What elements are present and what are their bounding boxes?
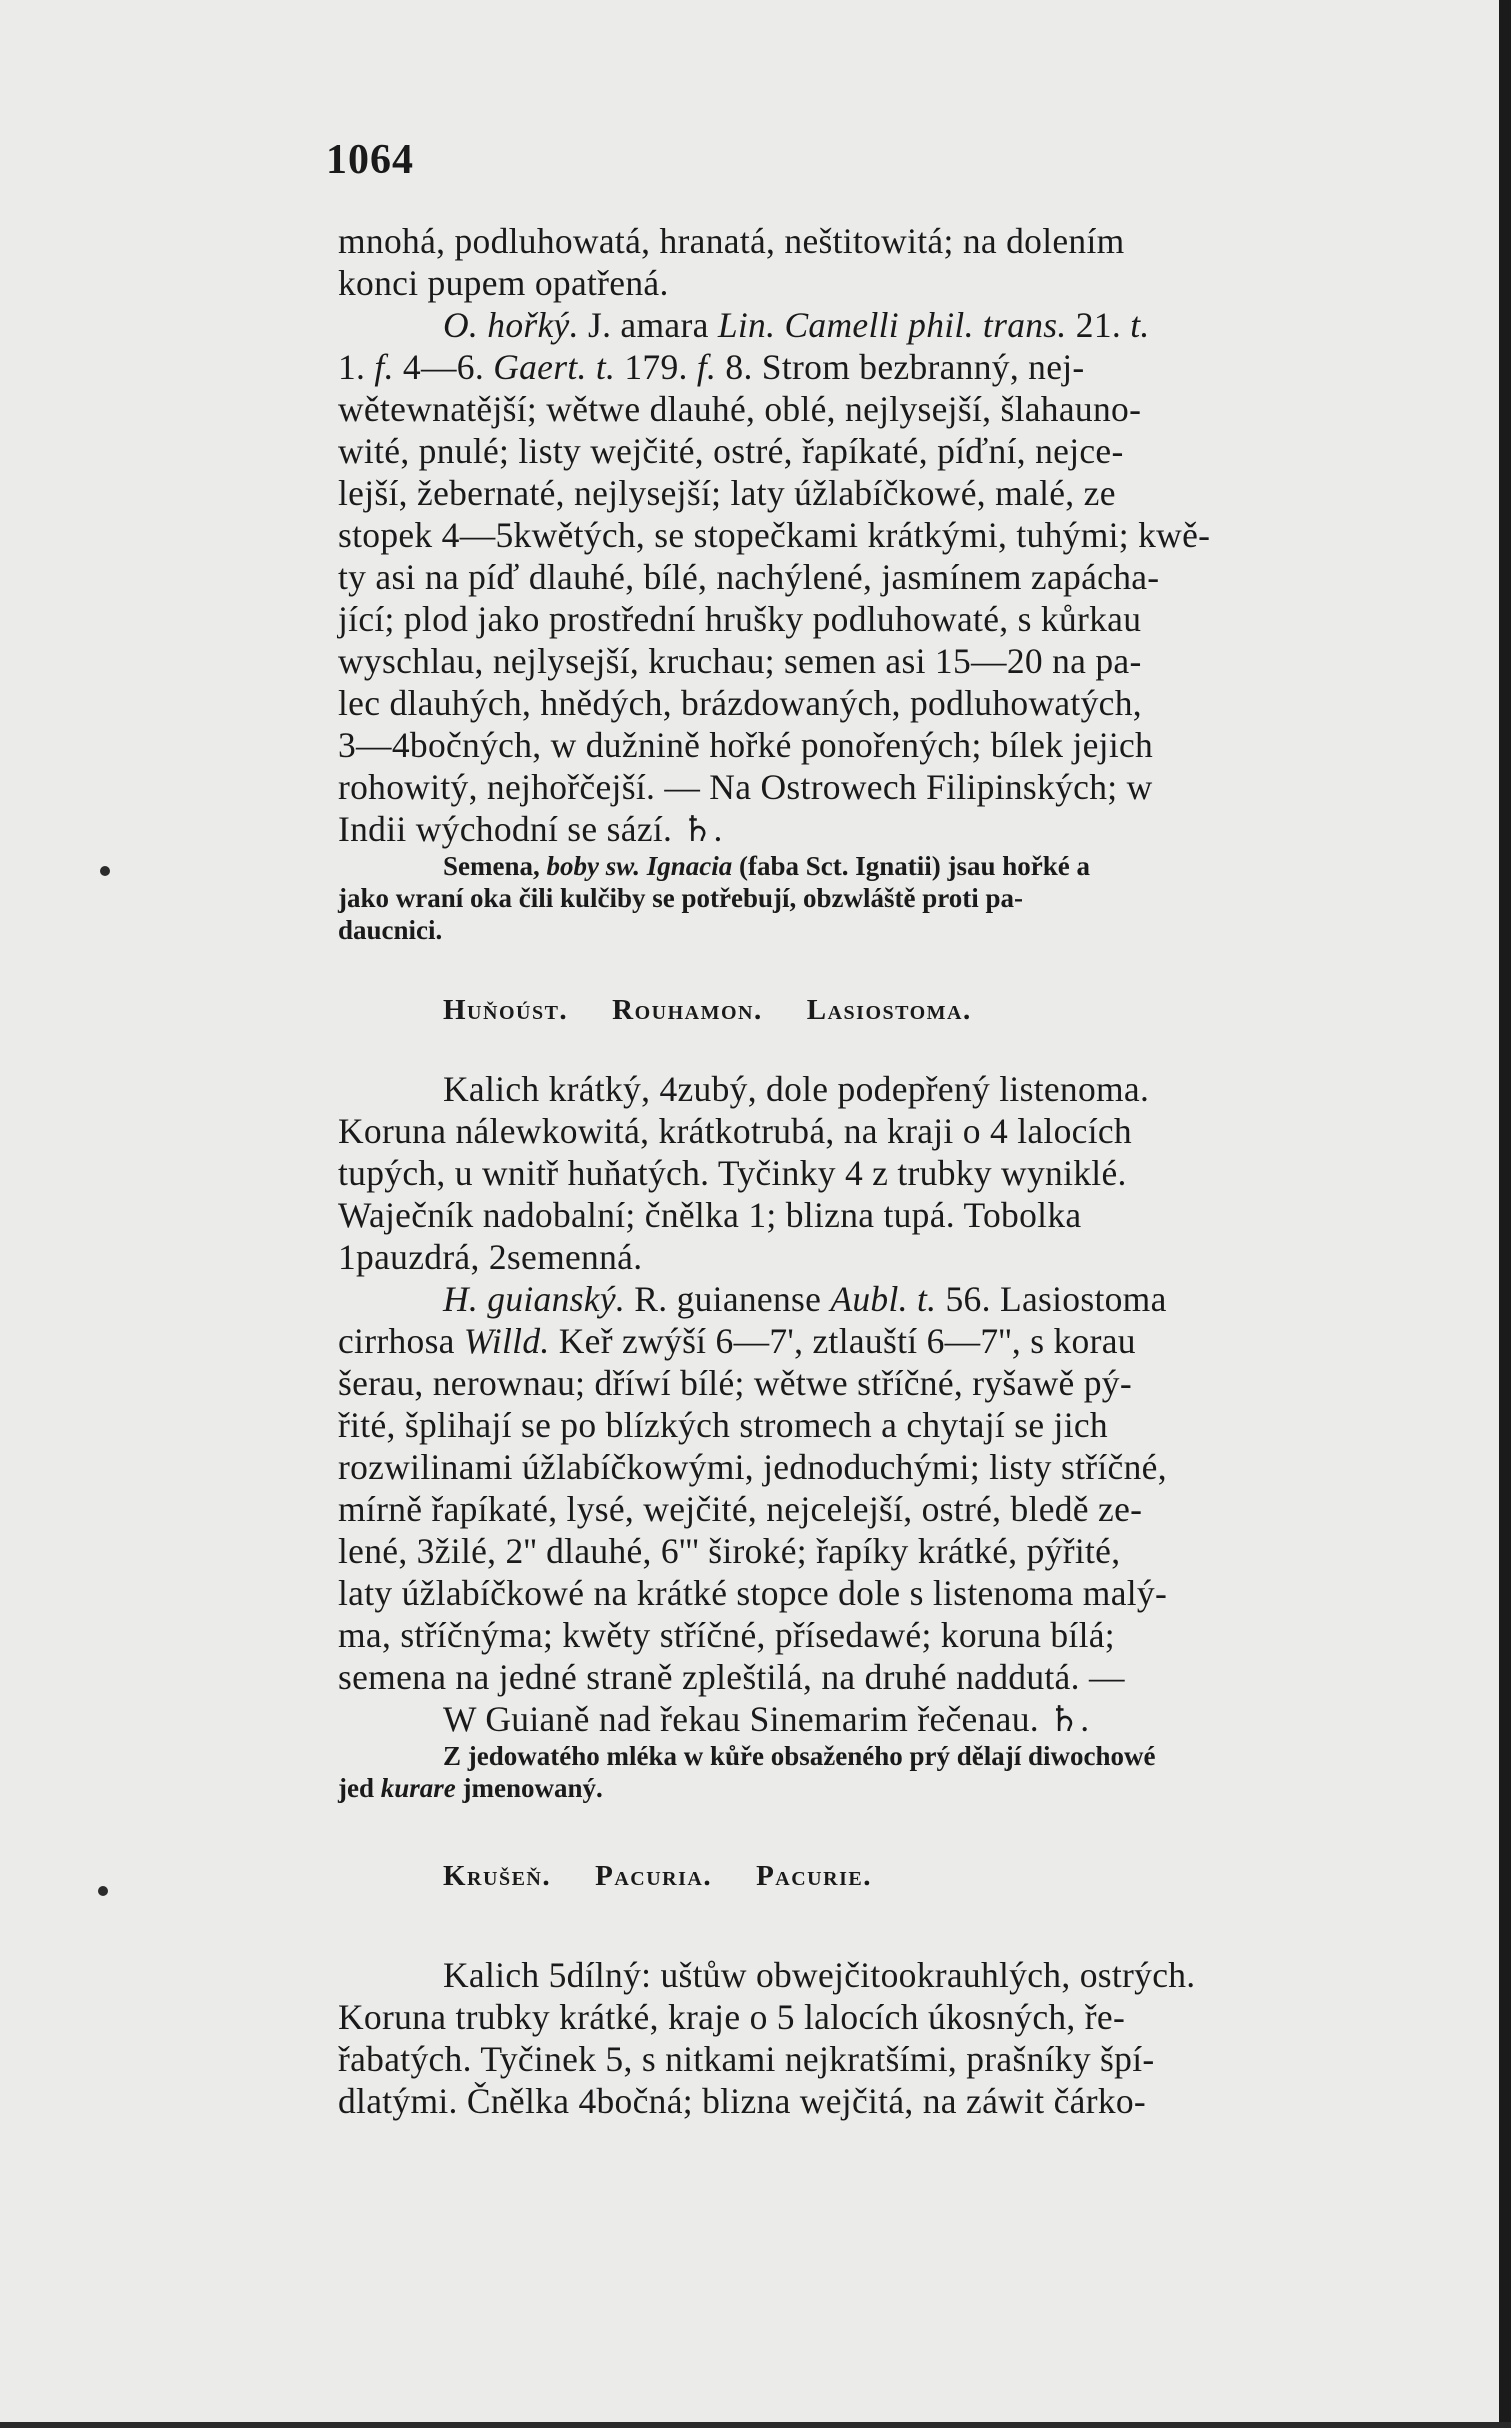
text-line: rohowitý, nejhořčejší. — Na Ostrowech Filipinských; w	[338, 767, 1153, 807]
text-line: dlatými. Čnělka 4bočná; blizna wejčitá, na záwit čárko-	[338, 2081, 1147, 2121]
text-line: šerau, nerownau; dříwí bílé; wětwe stříčné, ryšawě pý-	[338, 1363, 1132, 1403]
text-line: Koruna trubky krátké, kraje o 5 lalocích úkosných, ře-	[338, 1997, 1126, 2037]
text-line: wyschlau, nejlysejší, kruchau; semen asi 15—20 na pa-	[338, 641, 1142, 681]
footnote-line: Z jedowatého mléka w kůře obsaženého prý dělají diwochowé	[443, 1741, 1156, 1771]
text-line: 1pauzdrá, 2semenná.	[338, 1237, 643, 1277]
page-body	[338, 220, 1438, 2122]
text-line: mnohá, podluhowatá, hranatá, neštitowitá; na dolením	[338, 221, 1125, 261]
text-line: laty úžlabíčkowé na krátké stopce dole s listenoma malý-	[338, 1573, 1168, 1613]
text-line: lejší, žebernaté, nejlysejší; laty úžlabíčkowé, malé, ze	[338, 473, 1116, 513]
text-line: semena na jedné straně zpleštilá, na druhé naddutá. —	[338, 1657, 1125, 1697]
margin-speck	[98, 1886, 108, 1896]
text-line: wětewnatější; wětwe dlauhé, oblé, nejlysejší, šlahauno-	[338, 389, 1142, 429]
species-entry-heading: O. hořký. J. amara Lin. Camelli phil. trans. 21. t.	[443, 305, 1150, 345]
species-entry-heading: H. guianský. R. guianense Aubl. t. 56. Lasiostoma	[443, 1279, 1167, 1319]
text-line: Koruna nálewkowitá, krátkotrubá, na kraji o 4 lalocích	[338, 1111, 1132, 1151]
text-line: W Guianě nad řekau Sinemarim řečenau. ♄.	[443, 1699, 1090, 1739]
text-line: cirrhosa Willd. Keř zwýší 6—7', ztlauští 6—7'', s korau	[338, 1321, 1136, 1361]
text-line: lené, 3žilé, 2'' dlauhé, 6''' široké; řapíky krátké, pýřité,	[338, 1531, 1121, 1571]
text-line: Kalich 5dílný: uštůw obwejčitookrauhlých, ostrých.	[443, 1955, 1196, 1995]
text-line: konci pupem opatřená.	[338, 263, 669, 303]
text-line: Waječník nadobalní; čnělka 1; blizna tupá. Tobolka	[338, 1195, 1082, 1235]
text-line: ty asi na píď dlauhé, bílé, nachýlené, jasmínem zapácha-	[338, 557, 1160, 597]
scan-border-right	[1499, 0, 1511, 2428]
text-line: 3—4bočných, w dužnině hořké ponořených; bílek jejich	[338, 725, 1154, 765]
genus-heading: Krušeň. Pacuria. Pacurie.	[443, 1860, 872, 1892]
footnote-line: daucnici.	[338, 915, 443, 945]
text-line: rozwilinami úžlabíčkowými, jednoduchými; listy stříčné,	[338, 1447, 1167, 1487]
footnote-line: jako wraní oka čili kulčiby se potřebují, obzwláště proti pa-	[338, 883, 1024, 913]
text-line: Kalich krátký, 4zubý, dole podepřený listenoma.	[443, 1069, 1150, 1109]
text-line: lec dlauhých, hnědých, brázdowaných, podluhowatých,	[338, 683, 1142, 723]
text-line: tupých, u wnitř huňatých. Tyčinky 4 z trubky wyniklé.	[338, 1153, 1127, 1193]
text-line: 1. f. 4—6. Gaert. t. 179. f. 8. Strom bezbranný, nej-	[338, 347, 1085, 387]
species-name: O. hořký.	[443, 305, 579, 345]
text-line: řabatých. Tyčinek 5, s nitkami nejkratšími, prašníky špí-	[338, 2039, 1155, 2079]
footnote-line: Semena, boby sw. Ignacia (faba Sct. Ignatii) jsau hořké a	[443, 851, 1091, 881]
text-line: ma, stříčnýma; kwěty stříčné, přísedawé; koruna bílá;	[338, 1615, 1115, 1655]
species-name: H. guianský.	[443, 1279, 626, 1319]
margin-speck	[100, 866, 110, 876]
scan-border-bottom	[0, 2422, 1511, 2428]
text-line: stopek 4—5kwětých, se stopečkami krátkými, tuhými; kwě-	[338, 515, 1211, 555]
text-line: jící; plod jako prostřední hrušky podluhowaté, s kůrkau	[338, 599, 1142, 639]
text-line: Indii wýchodní se sází. ♄.	[338, 809, 723, 849]
page-number: 1064	[326, 137, 414, 183]
text-line: mírně řapíkaté, lysé, wejčité, nejcelejší, ostré, bledě ze-	[338, 1489, 1143, 1529]
genus-heading: Huňoúst. Rouhamon. Lasiostoma.	[443, 994, 972, 1026]
text-line: řité, šplihají se po blízkých stromech a chytají se jich	[338, 1405, 1108, 1445]
text-line: wité, pnulé; listy wejčité, ostré, řapíkaté, píďní, nejce-	[338, 431, 1124, 471]
footnote-line: jed kurare jmenowaný.	[338, 1773, 603, 1803]
